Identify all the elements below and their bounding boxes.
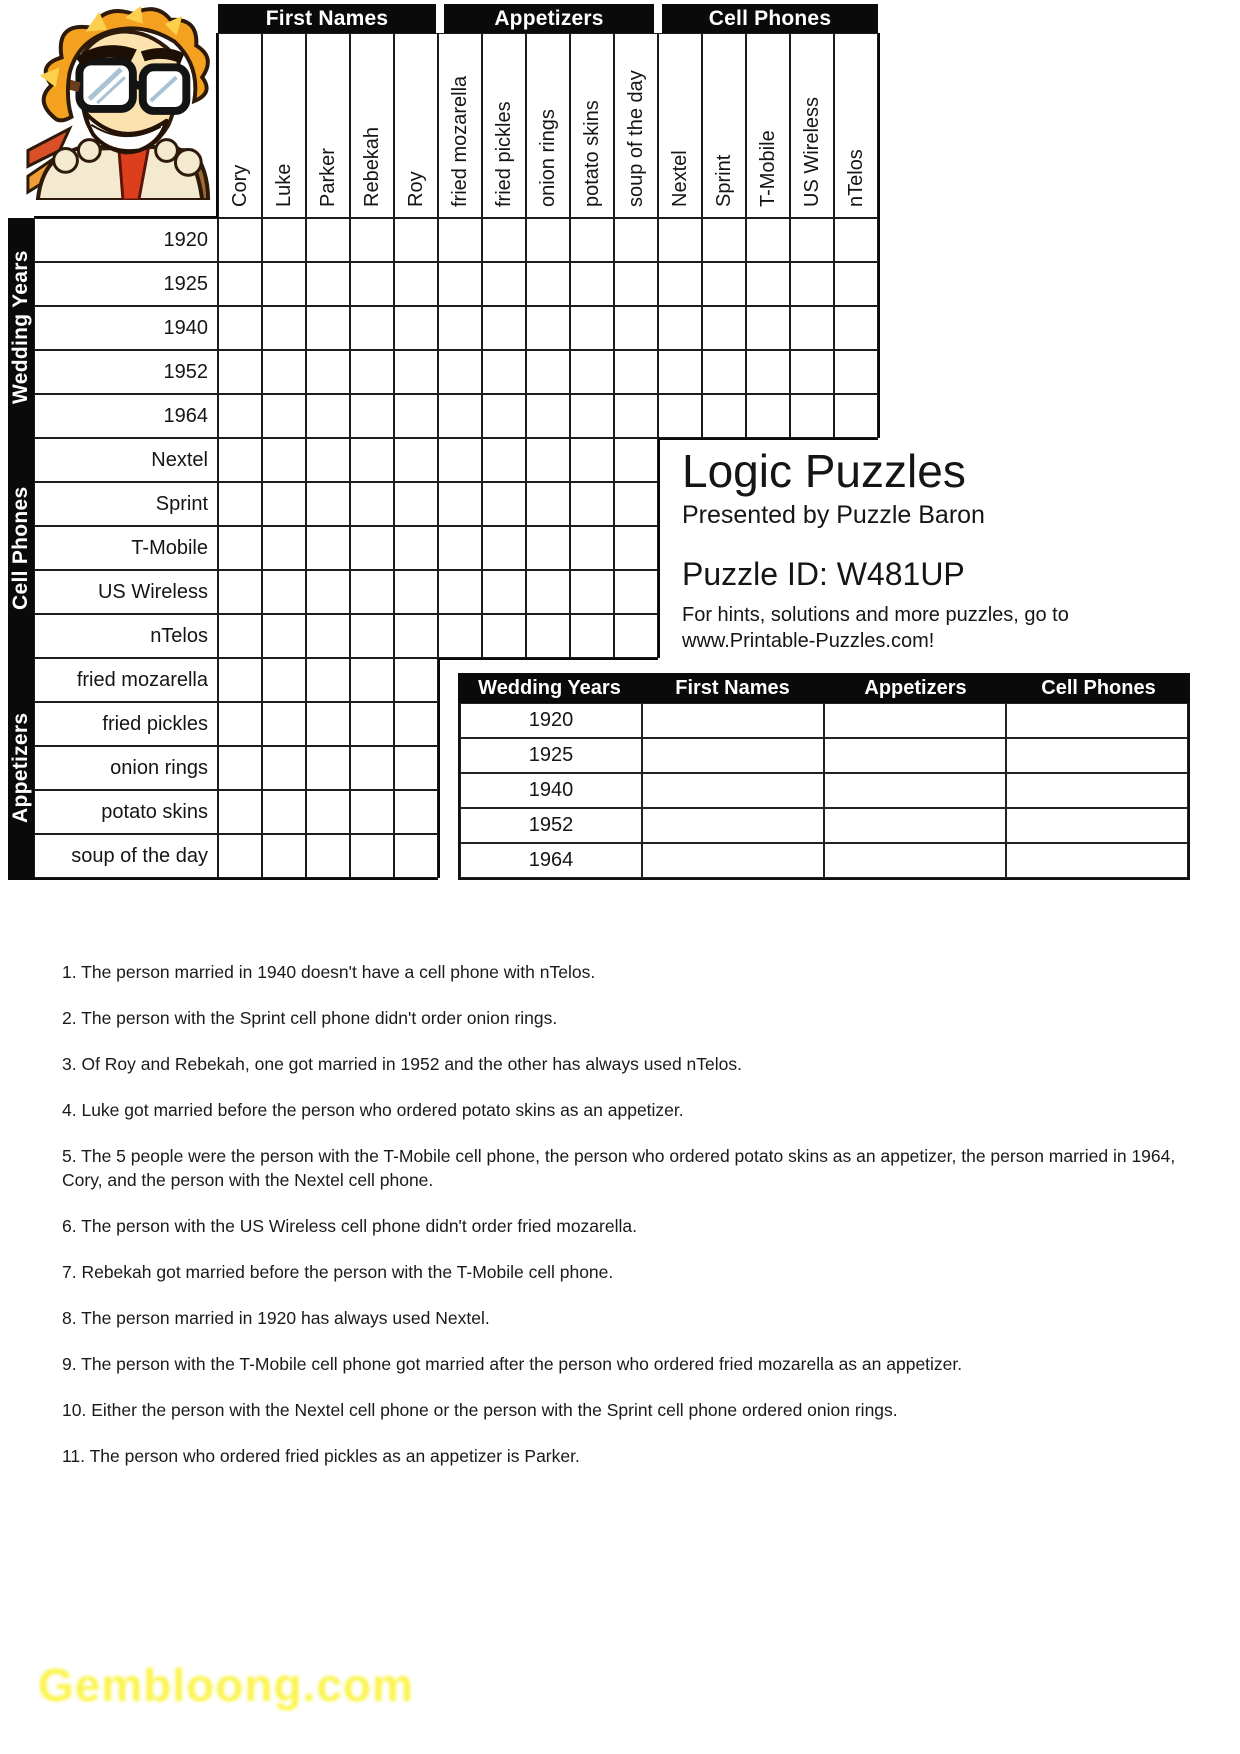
row-label-fried-pickles: fried pickles bbox=[34, 702, 218, 746]
row-label-1952: 1952 bbox=[34, 350, 218, 394]
answer-header-cell-phones: Cell Phones bbox=[1041, 676, 1156, 699]
grid-cell-1940-c11[interactable] bbox=[658, 306, 702, 350]
grid-cell-sprint-c9[interactable] bbox=[570, 482, 614, 526]
row-label-us-wireless: US Wireless bbox=[34, 570, 218, 614]
grid-cell-1920-c6[interactable] bbox=[438, 218, 482, 262]
grid-cell-1940-c2[interactable] bbox=[262, 306, 306, 350]
grid-cell-onion-rings-c4[interactable] bbox=[350, 746, 394, 790]
grid-cell-nextel-c5[interactable] bbox=[394, 438, 438, 482]
column-header-label: Luke bbox=[273, 163, 295, 207]
grid-cell-sprint-c8[interactable] bbox=[526, 482, 570, 526]
clue-7: 7. Rebekah got married before the person with the T-Mobile cell phone. bbox=[62, 1262, 614, 1282]
grid-cell-1940-c8[interactable] bbox=[526, 306, 570, 350]
grid-cell-1964-c11[interactable] bbox=[658, 394, 702, 438]
grid-cell-us-wireless-c8[interactable] bbox=[526, 570, 570, 614]
answer-cell-appetizer-row1[interactable] bbox=[824, 703, 1006, 738]
hints-url: www.Printable-Puzzles.com! bbox=[682, 629, 935, 652]
grid-cell-t-mobile-c9[interactable] bbox=[570, 526, 614, 570]
column-group-first-names: First Names bbox=[218, 4, 436, 33]
column-header-label: Nextel bbox=[669, 150, 691, 207]
row-label-potato-skins: potato skins bbox=[34, 790, 218, 834]
column-header-potato-skins bbox=[570, 33, 614, 218]
row-group-label: Appetizers bbox=[9, 712, 32, 824]
grid-cell-1925-c6[interactable] bbox=[438, 262, 482, 306]
column-group-cell-phones: Cell Phones bbox=[662, 4, 878, 33]
answer-cell-appetizer-row5[interactable] bbox=[824, 843, 1006, 878]
grid-cell-ntelos-c4[interactable] bbox=[350, 614, 394, 658]
answer-cell-cell_phone-row2[interactable] bbox=[1006, 738, 1188, 773]
grid-cell-us-wireless-c10[interactable] bbox=[614, 570, 658, 614]
column-header-label: Roy bbox=[405, 171, 427, 207]
clue-9: 9. The person with the T-Mobile cell phone got married after the person who ordered fried mozarella as an appetizer. bbox=[62, 1354, 963, 1374]
grid-cell-1964-c10[interactable] bbox=[614, 394, 658, 438]
grid-cell-1964-c9[interactable] bbox=[570, 394, 614, 438]
grid-cell-1925-c3[interactable] bbox=[306, 262, 350, 306]
grid-cell-1952-c7[interactable] bbox=[482, 350, 526, 394]
grid-cell-fried-pickles-c1[interactable] bbox=[218, 702, 262, 746]
answer-header-appetizers: Appetizers bbox=[864, 676, 967, 699]
clue-2: 2. The person with the Sprint cell phone didn't order onion rings. bbox=[62, 1008, 558, 1028]
row-label-onion-rings: onion rings bbox=[34, 746, 218, 790]
grid-cell-t-mobile-c4[interactable] bbox=[350, 526, 394, 570]
grid-cell-1925-c15[interactable] bbox=[834, 262, 878, 306]
grid-cell-ntelos-c9[interactable] bbox=[570, 614, 614, 658]
grid-cell-1925-c14[interactable] bbox=[790, 262, 834, 306]
answer-cell-wedding_year-row1: 1920 bbox=[460, 703, 642, 738]
grid-cell-1964-c15[interactable] bbox=[834, 394, 878, 438]
grid-cell-us-wireless-c6[interactable] bbox=[438, 570, 482, 614]
grid-cell-nextel-c4[interactable] bbox=[350, 438, 394, 482]
grid-cell-nextel-c8[interactable] bbox=[526, 438, 570, 482]
grid-cell-1952-c11[interactable] bbox=[658, 350, 702, 394]
column-header-label: US Wireless bbox=[801, 96, 823, 207]
answer-cell-wedding_year-row3: 1940 bbox=[460, 773, 642, 808]
column-header-label: fried pickles bbox=[493, 101, 515, 207]
grid-cell-1920-c11[interactable] bbox=[658, 218, 702, 262]
grid-cell-1920-c9[interactable] bbox=[570, 218, 614, 262]
column-header-label: Rebekah bbox=[361, 126, 383, 207]
grid-cell-1964-c6[interactable] bbox=[438, 394, 482, 438]
answer-header-wedding-years: Wedding Years bbox=[478, 676, 621, 699]
grid-cell-nextel-c6[interactable] bbox=[438, 438, 482, 482]
answer-table-header bbox=[458, 673, 1190, 703]
grid-cell-fried-pickles-c3[interactable] bbox=[306, 702, 350, 746]
grid-cell-onion-rings-c5[interactable] bbox=[394, 746, 438, 790]
clue-3: 3. Of Roy and Rebekah, one got married in 1952 and the other has always used nTelos. bbox=[62, 1054, 743, 1074]
row-group-cell-phones bbox=[8, 440, 34, 656]
grid-cell-1952-c9[interactable] bbox=[570, 350, 614, 394]
grid-cell-1940-c3[interactable] bbox=[306, 306, 350, 350]
grid-cell-potato-skins-c1[interactable] bbox=[218, 790, 262, 834]
grid-cell-t-mobile-c2[interactable] bbox=[262, 526, 306, 570]
grid-cell-sprint-c10[interactable] bbox=[614, 482, 658, 526]
column-header-roy bbox=[394, 33, 438, 218]
answer-header-first-names: First Names bbox=[675, 676, 790, 699]
grid-cell-nextel-c2[interactable] bbox=[262, 438, 306, 482]
answer-cell-appetizer-row3[interactable] bbox=[824, 773, 1006, 808]
grid-cell-fried-pickles-c5[interactable] bbox=[394, 702, 438, 746]
grid-cell-1920-c14[interactable] bbox=[790, 218, 834, 262]
grid-cell-1952-c4[interactable] bbox=[350, 350, 394, 394]
grid-cell-1925-c12[interactable] bbox=[702, 262, 746, 306]
grid-cell-soup-of-the-day-c2[interactable] bbox=[262, 834, 306, 878]
grid-cell-1920-c3[interactable] bbox=[306, 218, 350, 262]
grid-cell-1925-c13[interactable] bbox=[746, 262, 790, 306]
answer-cell-appetizer-row4[interactable] bbox=[824, 808, 1006, 843]
grid-cell-1940-c14[interactable] bbox=[790, 306, 834, 350]
grid-cell-1920-c12[interactable] bbox=[702, 218, 746, 262]
row-label-t-mobile: T-Mobile bbox=[34, 526, 218, 570]
grid-cell-1952-c6[interactable] bbox=[438, 350, 482, 394]
grid-cell-fried-mozarella-c5[interactable] bbox=[394, 658, 438, 702]
grid-cell-t-mobile-c1[interactable] bbox=[218, 526, 262, 570]
grid-cell-1952-c15[interactable] bbox=[834, 350, 878, 394]
grid-cell-1920-c15[interactable] bbox=[834, 218, 878, 262]
grid-cell-1952-c10[interactable] bbox=[614, 350, 658, 394]
grid-cell-1964-c14[interactable] bbox=[790, 394, 834, 438]
grid-cell-1964-c1[interactable] bbox=[218, 394, 262, 438]
grid-cell-potato-skins-c5[interactable] bbox=[394, 790, 438, 834]
column-header-us-wireless bbox=[790, 33, 834, 218]
grid-cell-us-wireless-c3[interactable] bbox=[306, 570, 350, 614]
grid-cell-1952-c13[interactable] bbox=[746, 350, 790, 394]
grid-cell-fried-pickles-c4[interactable] bbox=[350, 702, 394, 746]
row-group-appetizers bbox=[8, 660, 34, 876]
grid-cell-1925-c9[interactable] bbox=[570, 262, 614, 306]
column-header-label: Cory bbox=[229, 164, 251, 207]
answer-table-body bbox=[458, 703, 1190, 880]
grid-cell-ntelos-c5[interactable] bbox=[394, 614, 438, 658]
grid-cell-soup-of-the-day-c1[interactable] bbox=[218, 834, 262, 878]
grid-cell-1964-c12[interactable] bbox=[702, 394, 746, 438]
grid-cell-1940-c5[interactable] bbox=[394, 306, 438, 350]
grid-cell-nextel-c1[interactable] bbox=[218, 438, 262, 482]
answer-cell-first_name-row2[interactable] bbox=[642, 738, 824, 773]
grid-cell-t-mobile-c6[interactable] bbox=[438, 526, 482, 570]
column-header-ntelos bbox=[834, 33, 878, 218]
grid-cell-1920-c5[interactable] bbox=[394, 218, 438, 262]
clue-11: 11. The person who ordered fried pickles as an appetizer is Parker. bbox=[62, 1446, 580, 1466]
grid-cell-potato-skins-c2[interactable] bbox=[262, 790, 306, 834]
column-header-label: Sprint bbox=[713, 154, 735, 207]
grid-cell-1925-c5[interactable] bbox=[394, 262, 438, 306]
row-label-1964: 1964 bbox=[34, 394, 218, 438]
grid-cell-1920-c13[interactable] bbox=[746, 218, 790, 262]
column-group-appetizers: Appetizers bbox=[444, 4, 654, 33]
clues-list bbox=[62, 960, 1192, 1490]
grid-cell-nextel-c9[interactable] bbox=[570, 438, 614, 482]
page-title: Logic Puzzles bbox=[682, 445, 966, 497]
grid-cell-t-mobile-c5[interactable] bbox=[394, 526, 438, 570]
grid-cell-1925-c1[interactable] bbox=[218, 262, 262, 306]
grid-cell-us-wireless-c4[interactable] bbox=[350, 570, 394, 614]
grid-cell-1920-c7[interactable] bbox=[482, 218, 526, 262]
column-header-soup-of-the-day bbox=[614, 33, 658, 218]
column-header-sprint bbox=[702, 33, 746, 218]
grid-cell-fried-mozarella-c2[interactable] bbox=[262, 658, 306, 702]
grid-cell-sprint-c4[interactable] bbox=[350, 482, 394, 526]
grid-cell-1925-c10[interactable] bbox=[614, 262, 658, 306]
grid-cell-us-wireless-c1[interactable] bbox=[218, 570, 262, 614]
grid-cell-1952-c5[interactable] bbox=[394, 350, 438, 394]
answer-cell-cell_phone-row1[interactable] bbox=[1006, 703, 1188, 738]
answer-cell-wedding_year-row5: 1964 bbox=[460, 843, 642, 878]
column-header-nextel bbox=[658, 33, 702, 218]
grid-cell-1920-c8[interactable] bbox=[526, 218, 570, 262]
grid-cell-ntelos-c3[interactable] bbox=[306, 614, 350, 658]
grid-cell-1964-c7[interactable] bbox=[482, 394, 526, 438]
clue-1: 1. The person married in 1940 doesn't have a cell phone with nTelos. bbox=[62, 962, 596, 982]
grid-cell-onion-rings-c3[interactable] bbox=[306, 746, 350, 790]
answer-cell-first_name-row5[interactable] bbox=[642, 843, 824, 878]
grid-cell-onion-rings-c2[interactable] bbox=[262, 746, 306, 790]
column-header-t-mobile bbox=[746, 33, 790, 218]
grid-cell-us-wireless-c2[interactable] bbox=[262, 570, 306, 614]
grid-cell-1940-c4[interactable] bbox=[350, 306, 394, 350]
grid-cell-sprint-c7[interactable] bbox=[482, 482, 526, 526]
column-header-label: potato skins bbox=[581, 100, 603, 207]
grid-cell-1940-c15[interactable] bbox=[834, 306, 878, 350]
row-label-nextel: Nextel bbox=[34, 438, 218, 482]
grid-cell-sprint-c6[interactable] bbox=[438, 482, 482, 526]
grid-cell-ntelos-c6[interactable] bbox=[438, 614, 482, 658]
clue-6: 6. The person with the US Wireless cell phone didn't order fried mozarella. bbox=[62, 1216, 637, 1236]
grid-cell-sprint-c2[interactable] bbox=[262, 482, 306, 526]
grid-cell-nextel-c3[interactable] bbox=[306, 438, 350, 482]
grid-cell-1920-c4[interactable] bbox=[350, 218, 394, 262]
grid-cell-1964-c5[interactable] bbox=[394, 394, 438, 438]
grid-cell-us-wireless-c5[interactable] bbox=[394, 570, 438, 614]
grid-cell-us-wireless-c7[interactable] bbox=[482, 570, 526, 614]
answer-cell-appetizer-row2[interactable] bbox=[824, 738, 1006, 773]
grid-cell-1964-c2[interactable] bbox=[262, 394, 306, 438]
column-header-onion-rings bbox=[526, 33, 570, 218]
grid-cell-1925-c11[interactable] bbox=[658, 262, 702, 306]
grid-cell-soup-of-the-day-c4[interactable] bbox=[350, 834, 394, 878]
clue-4: 4. Luke got married before the person who ordered potato skins as an appetizer. bbox=[62, 1100, 684, 1120]
row-group-wedding-years bbox=[8, 218, 34, 436]
row-label-sprint: Sprint bbox=[34, 482, 218, 526]
grid-cell-1964-c4[interactable] bbox=[350, 394, 394, 438]
hints-text: For hints, solutions and more puzzles, go to bbox=[682, 603, 1069, 626]
grid-cell-fried-mozarella-c3[interactable] bbox=[306, 658, 350, 702]
grid-cell-ntelos-c8[interactable] bbox=[526, 614, 570, 658]
grid-cell-soup-of-the-day-c5[interactable] bbox=[394, 834, 438, 878]
grid-cell-ntelos-c7[interactable] bbox=[482, 614, 526, 658]
watermark: Gembloong.com bbox=[38, 1659, 414, 1711]
grid-cell-1952-c12[interactable] bbox=[702, 350, 746, 394]
grid-cell-1925-c7[interactable] bbox=[482, 262, 526, 306]
grid-cell-soup-of-the-day-c3[interactable] bbox=[306, 834, 350, 878]
grid-cell-nextel-c10[interactable] bbox=[614, 438, 658, 482]
grid-cell-1952-c3[interactable] bbox=[306, 350, 350, 394]
grid-cell-us-wireless-c9[interactable] bbox=[570, 570, 614, 614]
clue-8: 8. The person married in 1920 has always used Nextel. bbox=[62, 1308, 490, 1328]
grid-cell-fried-mozarella-c4[interactable] bbox=[350, 658, 394, 702]
grid-cell-1940-c10[interactable] bbox=[614, 306, 658, 350]
column-header-fried-mozarella bbox=[438, 33, 482, 218]
grid-cell-onion-rings-c1[interactable] bbox=[218, 746, 262, 790]
answer-cell-cell_phone-row4[interactable] bbox=[1006, 808, 1188, 843]
grid-cell-1925-c8[interactable] bbox=[526, 262, 570, 306]
grid-cell-1952-c1[interactable] bbox=[218, 350, 262, 394]
column-header-label: Parker bbox=[317, 148, 339, 207]
grid-cell-t-mobile-c10[interactable] bbox=[614, 526, 658, 570]
column-header-label: nTelos bbox=[845, 149, 867, 207]
row-label-1940: 1940 bbox=[34, 306, 218, 350]
answer-cell-first_name-row3[interactable] bbox=[642, 773, 824, 808]
grid-cell-ntelos-c2[interactable] bbox=[262, 614, 306, 658]
column-header-label: fried mozarella bbox=[449, 75, 471, 207]
column-header-parker bbox=[306, 33, 350, 218]
clue-10: 10. Either the person with the Nextel cell phone or the person with the Sprint cell phone ordered onion rings. bbox=[62, 1400, 898, 1420]
answer-cell-cell_phone-row5[interactable] bbox=[1006, 843, 1188, 878]
grid-cell-1940-c12[interactable] bbox=[702, 306, 746, 350]
grid-cell-sprint-c1[interactable] bbox=[218, 482, 262, 526]
grid-cell-1964-c8[interactable] bbox=[526, 394, 570, 438]
grid-cell-1925-c2[interactable] bbox=[262, 262, 306, 306]
answer-cell-first_name-row4[interactable] bbox=[642, 808, 824, 843]
grid-cell-nextel-c7[interactable] bbox=[482, 438, 526, 482]
puzzle-id: Puzzle ID: W481UP bbox=[682, 555, 965, 592]
column-header-cory bbox=[218, 33, 262, 218]
row-group-label: Cell Phones bbox=[9, 486, 32, 610]
grid-cell-sprint-c5[interactable] bbox=[394, 482, 438, 526]
grid-cell-1925-c4[interactable] bbox=[350, 262, 394, 306]
column-header-luke bbox=[262, 33, 306, 218]
grid-cell-1952-c8[interactable] bbox=[526, 350, 570, 394]
grid-cell-1940-c13[interactable] bbox=[746, 306, 790, 350]
page-subtitle: Presented by Puzzle Baron bbox=[682, 500, 985, 529]
row-label-ntelos: nTelos bbox=[34, 614, 218, 658]
grid-cell-1920-c2[interactable] bbox=[262, 218, 306, 262]
puzzle-baron-mascot bbox=[25, 2, 215, 200]
grid-cell-1920-c10[interactable] bbox=[614, 218, 658, 262]
column-header-label: T-Mobile bbox=[757, 130, 779, 207]
row-group-label: Wedding Years bbox=[9, 250, 32, 404]
column-header-label: soup of the day bbox=[625, 70, 647, 207]
grid-cell-1920-c1[interactable] bbox=[218, 218, 262, 262]
row-label-1925: 1925 bbox=[34, 262, 218, 306]
grid-cell-ntelos-c10[interactable] bbox=[614, 614, 658, 658]
answer-cell-first_name-row1[interactable] bbox=[642, 703, 824, 738]
row-label-fried-mozarella: fried mozarella bbox=[34, 658, 218, 702]
answer-cell-wedding_year-row4: 1952 bbox=[460, 808, 642, 843]
grid-cell-t-mobile-c8[interactable] bbox=[526, 526, 570, 570]
column-header-label: onion rings bbox=[537, 109, 559, 207]
grid-cell-1964-c3[interactable] bbox=[306, 394, 350, 438]
grid-cell-potato-skins-c3[interactable] bbox=[306, 790, 350, 834]
grid-cell-sprint-c3[interactable] bbox=[306, 482, 350, 526]
grid-cell-1940-c7[interactable] bbox=[482, 306, 526, 350]
answer-cell-cell_phone-row3[interactable] bbox=[1006, 773, 1188, 808]
grid-cell-1940-c9[interactable] bbox=[570, 306, 614, 350]
grid-cell-1940-c1[interactable] bbox=[218, 306, 262, 350]
row-label-1920: 1920 bbox=[34, 218, 218, 262]
grid-cell-fried-mozarella-c1[interactable] bbox=[218, 658, 262, 702]
answer-cell-wedding_year-row2: 1925 bbox=[460, 738, 642, 773]
row-label-soup-of-the-day: soup of the day bbox=[34, 834, 218, 878]
grid-cell-1952-c14[interactable] bbox=[790, 350, 834, 394]
grid-cell-potato-skins-c4[interactable] bbox=[350, 790, 394, 834]
column-header-rebekah bbox=[350, 33, 394, 218]
grid-cell-fried-pickles-c2[interactable] bbox=[262, 702, 306, 746]
branding-block bbox=[682, 446, 1202, 654]
clue-5: 5. The 5 people were the person with the T-Mobile cell phone, the person who ordered potato skins as an appetizer, the person married in 1964, Cory, and the person with the Nextel cell phone. bbox=[62, 1146, 1176, 1190]
column-header-fried-pickles bbox=[482, 33, 526, 218]
grid-cell-1952-c2[interactable] bbox=[262, 350, 306, 394]
grid-cell-t-mobile-c7[interactable] bbox=[482, 526, 526, 570]
grid-cell-1940-c6[interactable] bbox=[438, 306, 482, 350]
grid-cell-t-mobile-c3[interactable] bbox=[306, 526, 350, 570]
grid-cell-ntelos-c1[interactable] bbox=[218, 614, 262, 658]
grid-cell-1964-c13[interactable] bbox=[746, 394, 790, 438]
